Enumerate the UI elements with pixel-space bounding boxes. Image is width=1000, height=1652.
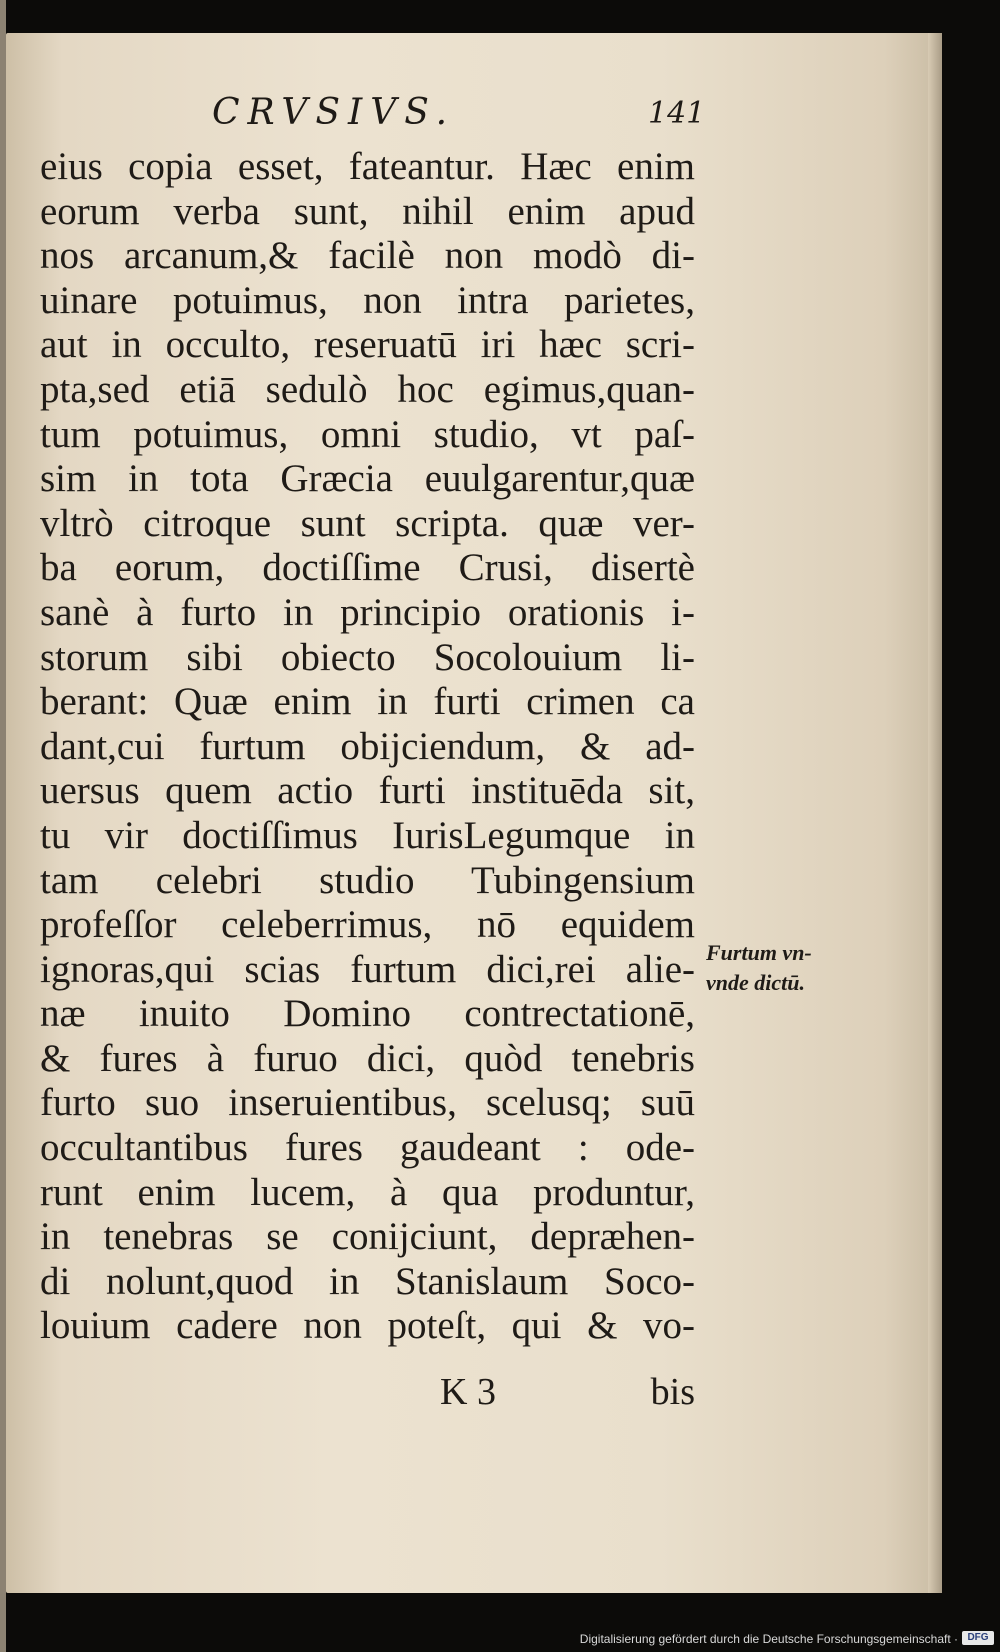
text-line: uinare potuimus, non intra parietes,	[40, 278, 695, 322]
text-line: sanè à furto in principio orationis i-	[40, 590, 695, 634]
text-line: ignoras,qui scias furtum dici,rei alie-	[40, 947, 695, 991]
text-line: tam celebri studio Tubingensium	[40, 858, 695, 902]
page-number: 141	[648, 96, 706, 131]
text-line: tum potuimus, omni studio, vt paſ-	[40, 412, 695, 456]
text-line: næ inuito Domino contrectationē,	[40, 992, 695, 1036]
text-line: eorum verba sunt, nihil enim apud	[40, 189, 695, 233]
text-line: di nolunt,quod in Stanislaum Soco-	[40, 1259, 695, 1303]
text-line: ba eorum, doctiſſime Crusi, disertè	[40, 546, 695, 590]
text-line: in tenebras se conijciunt, depræhen-	[40, 1215, 695, 1259]
text-line: profeſſor celeberrimus, nō equidem	[40, 903, 695, 947]
page-header	[0, 92, 1000, 152]
text-line: sim in tota Græcia euulgarentur,quæ	[40, 457, 695, 501]
marginal-note	[706, 938, 856, 998]
marginal-note-line: vnde dictū.	[706, 970, 805, 995]
text-line: aut in occulto, reseruatū iri hæc scri-	[40, 323, 695, 367]
text-line: vltrò citroque sunt scripta. quæ ver-	[40, 501, 695, 545]
marginal-note-line: Furtum vn-	[706, 940, 812, 965]
text-line: occultantibus fures gaudeant : ode-	[40, 1126, 695, 1170]
running-head: CRVSIVS.	[212, 92, 456, 133]
dfg-logo: DFG	[962, 1631, 994, 1645]
text-line: uersus quem actio furti instituēda sit,	[40, 769, 695, 813]
text-line: pta,sed etiā sedulò hoc egimus,quan-	[40, 367, 695, 411]
text-line: eius copia esset, fateantur. Hæc enim	[40, 145, 695, 188]
catchword: bis	[650, 1371, 695, 1413]
text-line: louium cadere non poteſt, qui & vo-	[40, 1304, 695, 1348]
text-line: runt enim lucem, à qua produntur,	[40, 1170, 695, 1214]
text-line: dant,cui furtum obijciendum, & ad-	[40, 724, 695, 768]
text-line: storum sibi obiecto Socolouium li-	[40, 635, 695, 679]
page-footer-line	[40, 1370, 695, 1414]
text-line: nos arcanum,& facilè non modò di-	[40, 234, 695, 278]
text-line: & fures à furuo dici, quòd tenebris	[40, 1036, 695, 1080]
signature-mark: K 3	[440, 1371, 496, 1413]
text-line: furto suo inseruientibus, scelusq; suū	[40, 1081, 695, 1125]
digitization-credit: Digitalisierung gefördert durch die Deutsche Forschungsgemeinschaft ·	[579, 1632, 958, 1646]
text-line: berant: Quæ enim in furti crimen ca	[40, 680, 695, 724]
page-edge	[928, 33, 942, 1593]
body-text	[40, 145, 695, 1349]
text-line: tu vir doctiſſimus IurisLegumque in	[40, 813, 695, 857]
